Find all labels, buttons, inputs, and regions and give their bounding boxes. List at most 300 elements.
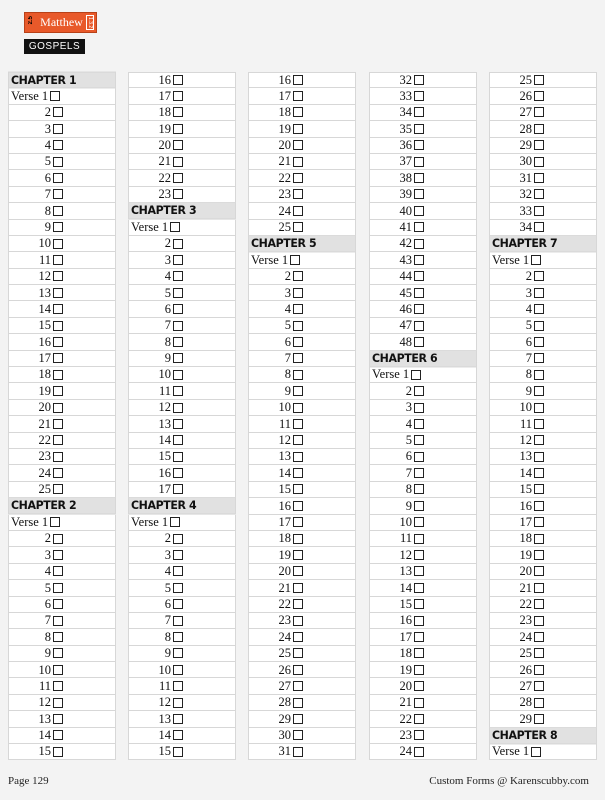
- verse-row: [369, 629, 477, 645]
- verse-checkbox[interactable]: [173, 534, 183, 544]
- verse-checkbox[interactable]: [414, 91, 424, 101]
- verse-row: [8, 662, 116, 678]
- verse-row: [489, 351, 597, 367]
- verse-checkbox[interactable]: [414, 239, 424, 249]
- verse-checkbox[interactable]: [53, 681, 63, 691]
- verse-checkbox[interactable]: [53, 222, 63, 232]
- verse-checkbox[interactable]: [53, 632, 63, 642]
- verse-number: 15: [278, 482, 291, 497]
- verse-checkbox[interactable]: [293, 665, 303, 675]
- verse-number: 24: [38, 465, 51, 480]
- verse-checkbox[interactable]: [53, 583, 63, 593]
- verse-checkbox[interactable]: [173, 157, 183, 167]
- verse-checkbox[interactable]: [293, 173, 303, 183]
- verse-checkbox[interactable]: [414, 583, 424, 593]
- verse-checkbox[interactable]: [53, 337, 63, 347]
- verse-checkbox[interactable]: [53, 107, 63, 117]
- verse-row: [8, 301, 116, 317]
- verse-checkbox[interactable]: [53, 173, 63, 183]
- verse-checkbox[interactable]: [293, 583, 303, 593]
- verse-checkbox[interactable]: [293, 304, 303, 314]
- verse-checkbox[interactable]: [293, 501, 303, 511]
- verse-checkbox[interactable]: [53, 747, 63, 757]
- verse-checkbox[interactable]: [293, 206, 303, 216]
- verse-number: Verse 1: [11, 514, 49, 529]
- verse-checkbox[interactable]: [414, 501, 424, 511]
- verse-checkbox[interactable]: [293, 189, 303, 199]
- verse-checkbox[interactable]: [534, 75, 544, 85]
- verse-checkbox[interactable]: [534, 91, 544, 101]
- verse-number: 9: [164, 646, 171, 661]
- verse-checkbox[interactable]: [293, 353, 303, 363]
- verse-row: [128, 236, 236, 252]
- verse-checkbox[interactable]: [293, 271, 303, 281]
- verse-checkbox[interactable]: [534, 714, 544, 724]
- verse-checkbox[interactable]: [414, 206, 424, 216]
- verse-checkbox[interactable]: [173, 747, 183, 757]
- verse-number: 4: [164, 564, 171, 579]
- verse-checkbox[interactable]: [534, 288, 544, 298]
- verse-checkbox[interactable]: [534, 566, 544, 576]
- verse-checkbox[interactable]: [293, 222, 303, 232]
- verse-row: [489, 383, 597, 399]
- verse-checkbox[interactable]: [293, 288, 303, 298]
- verse-checkbox[interactable]: [173, 288, 183, 298]
- verse-checkbox[interactable]: [414, 337, 424, 347]
- verse-checkbox[interactable]: [173, 452, 183, 462]
- verse-checkbox[interactable]: [534, 632, 544, 642]
- verse-checkbox[interactable]: [534, 550, 544, 560]
- verse-checkbox[interactable]: [53, 419, 63, 429]
- verse-row: [489, 72, 597, 88]
- verse-row: [128, 72, 236, 88]
- verse-row: [369, 203, 477, 219]
- verse-number: 44: [399, 269, 412, 284]
- verse-number: 3: [525, 285, 532, 300]
- verse-number: 26: [519, 662, 532, 677]
- verse-checkbox[interactable]: [53, 534, 63, 544]
- verse-checkbox[interactable]: [414, 698, 424, 708]
- verse-checkbox[interactable]: [173, 566, 183, 576]
- verse-number: 14: [278, 465, 291, 480]
- verse-number: 9: [405, 498, 412, 513]
- verse-checkbox[interactable]: [534, 403, 544, 413]
- verse-number: 24: [278, 629, 291, 644]
- tag-mark: 1.3.2: [87, 17, 93, 29]
- verse-checkbox[interactable]: [293, 681, 303, 691]
- verse-checkbox[interactable]: [534, 534, 544, 544]
- verse-checkbox[interactable]: [414, 681, 424, 691]
- verse-checkbox[interactable]: [293, 534, 303, 544]
- verse-row: [8, 154, 116, 170]
- verse-checkbox[interactable]: [414, 321, 424, 331]
- verse-checkbox[interactable]: [534, 599, 544, 609]
- verse-checkbox[interactable]: [414, 271, 424, 281]
- verse-checkbox[interactable]: [531, 747, 541, 757]
- verse-row: [8, 449, 116, 465]
- verse-checkbox[interactable]: [293, 403, 303, 413]
- verse-row: [489, 203, 597, 219]
- verse-checkbox[interactable]: [414, 304, 424, 314]
- verse-checkbox[interactable]: [173, 91, 183, 101]
- verse-checkbox[interactable]: [414, 550, 424, 560]
- verse-checkbox[interactable]: [173, 632, 183, 642]
- verse-number: 6: [44, 170, 51, 185]
- verse-checkbox[interactable]: [293, 452, 303, 462]
- verse-checkbox[interactable]: [531, 255, 541, 265]
- verse-checkbox[interactable]: [414, 616, 424, 626]
- verse-row: [248, 318, 356, 334]
- verse-number: 3: [164, 252, 171, 267]
- verse-number: 14: [399, 580, 412, 595]
- verse-checkbox[interactable]: [173, 271, 183, 281]
- verse-row: [369, 515, 477, 531]
- verse-checkbox[interactable]: [414, 452, 424, 462]
- verse-checkbox[interactable]: [173, 239, 183, 249]
- verse-checkbox[interactable]: [293, 370, 303, 380]
- verse-number: 8: [164, 629, 171, 644]
- verse-checkbox[interactable]: [173, 189, 183, 199]
- verse-checkbox[interactable]: [414, 648, 424, 658]
- verse-checkbox[interactable]: [173, 304, 183, 314]
- verse-row: [8, 318, 116, 334]
- verse-number: 5: [44, 154, 51, 169]
- verse-checkbox[interactable]: [534, 304, 544, 314]
- verse-row: [128, 334, 236, 350]
- verse-checkbox[interactable]: [173, 435, 183, 445]
- verse-row: [8, 531, 116, 547]
- verse-checkbox[interactable]: [293, 321, 303, 331]
- verse-checkbox[interactable]: [534, 124, 544, 134]
- verse-checkbox[interactable]: [414, 124, 424, 134]
- verse-checkbox[interactable]: [414, 730, 424, 740]
- verse-number: 17: [278, 514, 291, 529]
- verse-checkbox[interactable]: [293, 91, 303, 101]
- verse-checkbox[interactable]: [414, 468, 424, 478]
- verse-checkbox[interactable]: [534, 107, 544, 117]
- verse-checkbox[interactable]: [411, 370, 421, 380]
- verse-checkbox[interactable]: [293, 616, 303, 626]
- verse-row: [369, 121, 477, 137]
- verse-row: [8, 613, 116, 629]
- verse-number: 28: [278, 695, 291, 710]
- verse-checkbox[interactable]: [53, 255, 63, 265]
- verse-row: [128, 564, 236, 580]
- verse-checkbox[interactable]: [53, 271, 63, 281]
- verse-checkbox[interactable]: [173, 124, 183, 134]
- verse-checkbox[interactable]: [53, 353, 63, 363]
- verse-checkbox[interactable]: [173, 484, 183, 494]
- verse-number: 14: [158, 728, 171, 743]
- verse-checkbox[interactable]: [414, 173, 424, 183]
- verse-row: [8, 416, 116, 432]
- verse-checkbox[interactable]: [534, 484, 544, 494]
- verse-checkbox[interactable]: [534, 698, 544, 708]
- verse-row: [8, 646, 116, 662]
- verse-checkbox[interactable]: [173, 255, 183, 265]
- verse-row: [248, 252, 356, 268]
- verse-checkbox[interactable]: [534, 140, 544, 150]
- verse-checkbox[interactable]: [414, 386, 424, 396]
- verse-row: [369, 580, 477, 596]
- verse-checkbox[interactable]: [53, 370, 63, 380]
- verse-checkbox[interactable]: [534, 616, 544, 626]
- verse-checkbox[interactable]: [293, 157, 303, 167]
- verse-checkbox[interactable]: [414, 140, 424, 150]
- verse-checkbox[interactable]: [173, 714, 183, 724]
- verse-checkbox[interactable]: [534, 501, 544, 511]
- verse-checkbox[interactable]: [173, 173, 183, 183]
- verse-row: [8, 728, 116, 744]
- verse-checkbox[interactable]: [293, 386, 303, 396]
- verse-checkbox[interactable]: [290, 255, 300, 265]
- verse-number: 11: [278, 416, 291, 431]
- verse-checkbox[interactable]: [534, 321, 544, 331]
- verse-number: Verse 1: [492, 744, 530, 759]
- verse-checkbox[interactable]: [414, 665, 424, 675]
- verse-checkbox[interactable]: [173, 616, 183, 626]
- verse-checkbox[interactable]: [293, 484, 303, 494]
- verse-checkbox[interactable]: [534, 648, 544, 658]
- verse-checkbox[interactable]: [414, 599, 424, 609]
- verse-row: [248, 154, 356, 170]
- chapter-heading: CHAPTER 8: [489, 727, 597, 744]
- verse-checkbox[interactable]: [173, 648, 183, 658]
- verse-number: 3: [44, 547, 51, 562]
- verse-checkbox[interactable]: [293, 550, 303, 560]
- verse-checkbox[interactable]: [53, 206, 63, 216]
- verse-checkbox[interactable]: [293, 599, 303, 609]
- verse-checkbox[interactable]: [414, 484, 424, 494]
- verse-checkbox[interactable]: [50, 517, 60, 527]
- verse-row: [128, 351, 236, 367]
- verse-row: [489, 170, 597, 186]
- verse-checkbox[interactable]: [50, 91, 60, 101]
- verse-checkbox[interactable]: [170, 517, 180, 527]
- verse-checkbox[interactable]: [414, 566, 424, 576]
- verse-checkbox[interactable]: [53, 550, 63, 560]
- verse-number: 13: [38, 711, 51, 726]
- verse-checkbox[interactable]: [53, 304, 63, 314]
- verse-row: [248, 383, 356, 399]
- verse-checkbox[interactable]: [293, 698, 303, 708]
- verse-row: [369, 187, 477, 203]
- verse-checkbox[interactable]: [173, 698, 183, 708]
- verse-row: [128, 121, 236, 137]
- verse-checkbox[interactable]: [293, 648, 303, 658]
- verse-checkbox[interactable]: [293, 107, 303, 117]
- verse-number: 20: [38, 400, 51, 415]
- verse-checkbox[interactable]: [534, 353, 544, 363]
- verse-number: 28: [519, 121, 532, 136]
- chapter-heading: CHAPTER 2: [8, 498, 116, 515]
- verse-row: [369, 220, 477, 236]
- verse-checkbox[interactable]: [534, 189, 544, 199]
- verse-number: 18: [519, 531, 532, 546]
- verse-checkbox[interactable]: [534, 173, 544, 183]
- verse-checkbox[interactable]: [173, 337, 183, 347]
- book-number: 2.5: [28, 16, 34, 25]
- verse-row: [128, 613, 236, 629]
- verse-checkbox[interactable]: [534, 370, 544, 380]
- verse-checkbox[interactable]: [53, 288, 63, 298]
- verse-checkbox[interactable]: [173, 321, 183, 331]
- verse-checkbox[interactable]: [534, 681, 544, 691]
- verse-checkbox[interactable]: [173, 468, 183, 478]
- verse-checkbox[interactable]: [173, 419, 183, 429]
- verse-checkbox[interactable]: [414, 255, 424, 265]
- verse-checkbox[interactable]: [53, 484, 63, 494]
- verse-checkbox[interactable]: [53, 124, 63, 134]
- verse-checkbox[interactable]: [53, 435, 63, 445]
- verse-checkbox[interactable]: [173, 730, 183, 740]
- verse-checkbox[interactable]: [414, 75, 424, 85]
- verse-checkbox[interactable]: [414, 222, 424, 232]
- verse-row: [8, 744, 116, 760]
- verse-row: [369, 252, 477, 268]
- verse-checkbox[interactable]: [293, 337, 303, 347]
- verse-checkbox[interactable]: [53, 566, 63, 576]
- verse-checkbox[interactable]: [414, 534, 424, 544]
- chapter-heading: CHAPTER 4: [128, 498, 236, 515]
- verse-checkbox[interactable]: [293, 714, 303, 724]
- verse-checkbox[interactable]: [293, 747, 303, 757]
- verse-number: 11: [399, 531, 412, 546]
- verse-number: 29: [278, 711, 291, 726]
- verse-checkbox[interactable]: [293, 468, 303, 478]
- verse-checkbox[interactable]: [53, 321, 63, 331]
- verse-checkbox[interactable]: [293, 517, 303, 527]
- verse-checkbox[interactable]: [53, 730, 63, 740]
- verse-row: [369, 482, 477, 498]
- verse-checkbox[interactable]: [414, 107, 424, 117]
- verse-checkbox[interactable]: [170, 222, 180, 232]
- verse-number: 19: [278, 121, 291, 136]
- verse-number: 15: [158, 449, 171, 464]
- verse-checkbox[interactable]: [173, 599, 183, 609]
- verse-checkbox[interactable]: [534, 157, 544, 167]
- verse-checkbox[interactable]: [173, 107, 183, 117]
- verse-checkbox[interactable]: [53, 468, 63, 478]
- verse-number: 10: [38, 236, 51, 251]
- verse-row: [369, 678, 477, 694]
- verse-checkbox[interactable]: [534, 386, 544, 396]
- verse-number: 23: [278, 613, 291, 628]
- verse-checkbox[interactable]: [53, 714, 63, 724]
- verse-number: 35: [399, 121, 412, 136]
- verse-checkbox[interactable]: [173, 550, 183, 560]
- verse-number: 36: [399, 138, 412, 152]
- verse-checkbox[interactable]: [293, 435, 303, 445]
- verse-checkbox[interactable]: [173, 681, 183, 691]
- verse-checkbox[interactable]: [293, 75, 303, 85]
- verse-checkbox[interactable]: [414, 747, 424, 757]
- verse-checkbox[interactable]: [53, 189, 63, 199]
- verse-checkbox[interactable]: [293, 419, 303, 429]
- verse-checkbox[interactable]: [414, 288, 424, 298]
- verse-checkbox[interactable]: [534, 206, 544, 216]
- verse-checkbox[interactable]: [53, 239, 63, 249]
- verse-checkbox[interactable]: [173, 140, 183, 150]
- verse-checkbox[interactable]: [414, 632, 424, 642]
- chapter-heading: CHAPTER 7: [489, 235, 597, 252]
- verse-number: 16: [278, 72, 291, 87]
- verse-checkbox[interactable]: [293, 730, 303, 740]
- verse-checkbox[interactable]: [293, 566, 303, 576]
- verse-checkbox[interactable]: [53, 386, 63, 396]
- verse-checkbox[interactable]: [173, 403, 183, 413]
- verse-row: [369, 301, 477, 317]
- verse-row: [489, 301, 597, 317]
- verse-checkbox[interactable]: [534, 271, 544, 281]
- verse-checkbox[interactable]: [53, 599, 63, 609]
- verse-checkbox[interactable]: [534, 337, 544, 347]
- verse-checkbox[interactable]: [534, 419, 544, 429]
- verse-number: 21: [158, 154, 171, 169]
- verse-checkbox[interactable]: [293, 140, 303, 150]
- verse-checkbox[interactable]: [53, 648, 63, 658]
- verse-row: [369, 744, 477, 760]
- verse-checkbox[interactable]: [534, 517, 544, 527]
- verse-checkbox[interactable]: [414, 419, 424, 429]
- verse-checkbox[interactable]: [173, 353, 183, 363]
- verse-checkbox[interactable]: [534, 222, 544, 232]
- verse-checkbox[interactable]: [414, 189, 424, 199]
- verse-checkbox[interactable]: [293, 124, 303, 134]
- verse-checkbox[interactable]: [414, 714, 424, 724]
- verse-checkbox[interactable]: [53, 452, 63, 462]
- verse-checkbox[interactable]: [414, 157, 424, 167]
- verse-checkbox[interactable]: [53, 616, 63, 626]
- verse-checkbox[interactable]: [53, 698, 63, 708]
- verse-checkbox[interactable]: [414, 403, 424, 413]
- verse-checkbox[interactable]: [173, 75, 183, 85]
- verse-row: [489, 482, 597, 498]
- verse-checkbox[interactable]: [173, 370, 183, 380]
- verse-row: [248, 646, 356, 662]
- verse-checkbox[interactable]: [293, 632, 303, 642]
- verse-row: [369, 367, 477, 383]
- verse-checkbox[interactable]: [534, 435, 544, 445]
- verse-checkbox[interactable]: [414, 517, 424, 527]
- verse-checkbox[interactable]: [173, 665, 183, 675]
- verse-checkbox[interactable]: [173, 386, 183, 396]
- verse-number: 9: [525, 383, 532, 398]
- verse-row: [128, 547, 236, 563]
- verse-checkbox[interactable]: [534, 665, 544, 675]
- verse-checkbox[interactable]: [414, 435, 424, 445]
- verse-checkbox[interactable]: [53, 157, 63, 167]
- verse-number: 15: [519, 482, 532, 497]
- verse-row: [128, 728, 236, 744]
- verse-checkbox[interactable]: [53, 403, 63, 413]
- verse-number: 20: [278, 564, 291, 579]
- verse-row: [128, 252, 236, 268]
- verse-number: 24: [399, 744, 412, 759]
- verse-number: 4: [284, 301, 291, 316]
- verse-checkbox[interactable]: [534, 468, 544, 478]
- verse-checkbox[interactable]: [534, 583, 544, 593]
- verse-checkbox[interactable]: [173, 583, 183, 593]
- verse-checkbox[interactable]: [534, 452, 544, 462]
- verse-row: [128, 400, 236, 416]
- verse-number: 10: [278, 400, 291, 415]
- verse-checkbox[interactable]: [53, 140, 63, 150]
- verse-row: [8, 400, 116, 416]
- verse-row: [248, 744, 356, 760]
- verse-checkbox[interactable]: [53, 665, 63, 675]
- verse-row: [489, 629, 597, 645]
